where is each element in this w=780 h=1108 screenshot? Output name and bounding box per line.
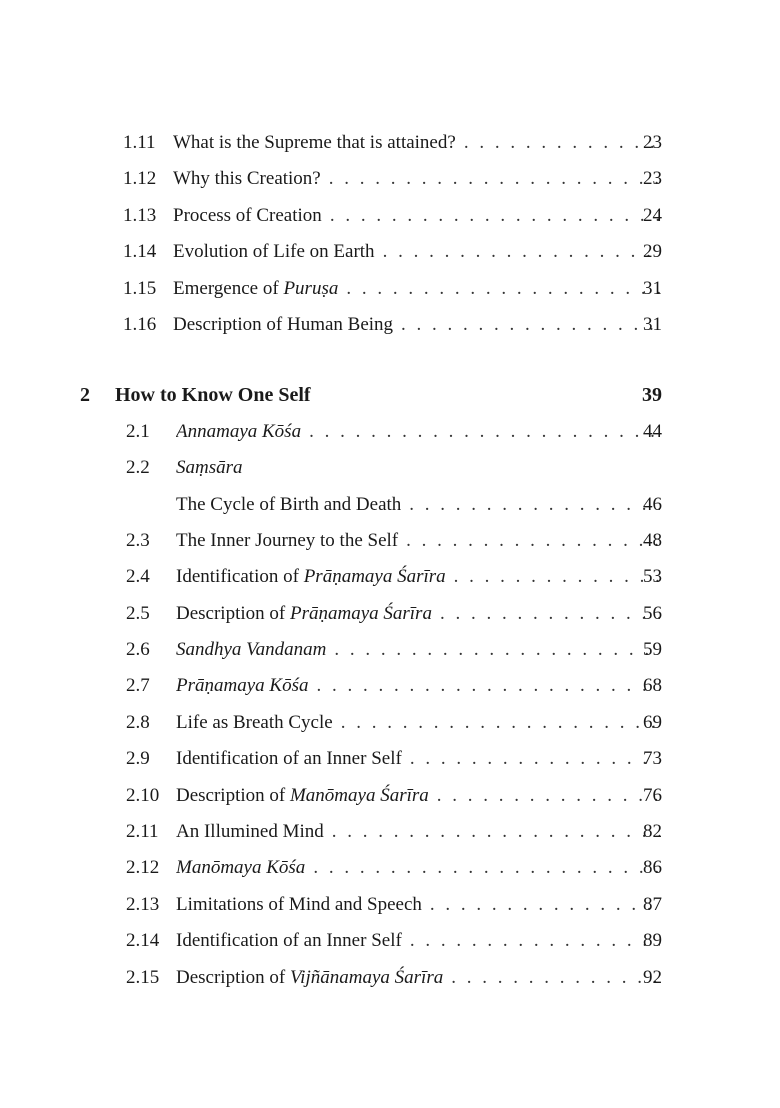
- page-number: 59: [643, 639, 662, 661]
- page-number: 56: [643, 602, 662, 624]
- toc-entry[interactable]: [0, 887, 780, 923]
- section-title: [176, 523, 398, 559]
- page-number: 23: [643, 168, 662, 190]
- section-title: [176, 668, 308, 704]
- section-title-italic: Prāṇamaya Kōśa: [176, 675, 309, 697]
- page-number: 86: [643, 857, 662, 879]
- entry-body: [176, 814, 660, 850]
- page-number: 76: [643, 784, 662, 806]
- dot-leader: [329, 161, 660, 197]
- toc-entry[interactable]: [0, 161, 780, 197]
- page-number: 53: [643, 566, 662, 588]
- section-title: [176, 559, 446, 595]
- entry-body: [176, 596, 660, 632]
- section-list-chapter-1: [0, 125, 780, 343]
- section-title-italic: Manōmaya Śarīra: [289, 784, 429, 806]
- dot-leader: [332, 814, 660, 850]
- entry-body: [176, 523, 660, 559]
- entry-body: [173, 198, 660, 234]
- entry-body: [176, 705, 660, 741]
- section-title-italic: Annamaya Kōśa: [176, 420, 302, 442]
- entry-body: [173, 307, 660, 343]
- entry-body: [173, 271, 660, 307]
- entry-body: [176, 960, 660, 996]
- dot-leader: [346, 271, 660, 307]
- page-number: 31: [643, 313, 662, 335]
- section-title-text: Emergence of: [173, 277, 284, 299]
- toc-entry[interactable]: [0, 198, 780, 234]
- toc-entry[interactable]: [0, 632, 780, 668]
- section-number: 2.3: [126, 529, 150, 551]
- dot-leader: [309, 414, 660, 450]
- section-number: 2.10: [126, 784, 160, 806]
- dot-leader: [334, 632, 660, 668]
- dot-leader: [341, 705, 660, 741]
- section-title-text: Identification of an Inner Self: [176, 930, 402, 952]
- section-number: 2.6: [126, 639, 150, 661]
- section-title: [176, 414, 301, 450]
- section-title-text: Description of: [176, 784, 290, 806]
- section-number: 2.14: [126, 930, 160, 952]
- section-title: [173, 161, 321, 197]
- dot-leader: [451, 960, 660, 996]
- section-title-italic: Puruṣa: [283, 277, 339, 299]
- section-title-italic: Vijñānamaya Śarīra: [289, 966, 444, 988]
- toc-entry[interactable]: [0, 125, 780, 161]
- dot-leader: [410, 923, 660, 959]
- section-title: [176, 741, 402, 777]
- section-title-italic: Prāṇamaya Śarīra: [303, 566, 446, 588]
- section-number: 1.12: [123, 168, 157, 190]
- section-number: 2.13: [126, 893, 160, 915]
- toc-entry[interactable]: [0, 741, 780, 777]
- section-title-italic: Prāṇamaya Śarīra: [289, 602, 432, 624]
- toc-entry[interactable]: [0, 850, 780, 886]
- dot-leader: [383, 234, 660, 270]
- section-number: 2.12: [126, 857, 160, 879]
- dot-leader: [330, 198, 660, 234]
- page-number: 89: [643, 930, 662, 952]
- section-number: 2.9: [126, 748, 150, 770]
- entry-body: [176, 450, 660, 486]
- entry-body: [176, 778, 660, 814]
- table-of-contents: [0, 125, 780, 996]
- section-title-text: What is the Supreme that is attained?: [173, 132, 456, 153]
- section-title: [176, 632, 326, 668]
- section-title: [173, 234, 375, 270]
- section-number: 1.16: [123, 313, 157, 335]
- section-title: [173, 307, 393, 343]
- dot-leader: [437, 778, 660, 814]
- section-title: [176, 850, 305, 886]
- toc-entry[interactable]: [0, 596, 780, 632]
- section-number: 2.5: [126, 602, 150, 624]
- section-number: 1.13: [123, 204, 157, 226]
- page-number: 44: [643, 420, 662, 442]
- entry-body: [173, 125, 660, 161]
- dot-leader: [409, 487, 660, 523]
- section-list-chapter-2: [0, 414, 780, 996]
- section-title: [176, 887, 422, 923]
- page-number: 46: [643, 493, 662, 515]
- section-title-italic: Sandhya Vandanam: [176, 639, 327, 661]
- dot-leader: [430, 887, 660, 923]
- section-title-text: Why this Creation?: [173, 168, 321, 190]
- section-number: 2.7: [126, 675, 150, 697]
- toc-entry[interactable]: [0, 960, 780, 996]
- entry-body: [173, 161, 660, 197]
- section-number: 2.15: [126, 966, 160, 988]
- toc-entry[interactable]: [0, 923, 780, 959]
- page-number: 92: [643, 966, 662, 988]
- section-number: 1.11: [123, 132, 156, 153]
- section-number: 2.4: [126, 566, 150, 588]
- section-title-text: Description of: [176, 966, 290, 988]
- page-number: 48: [643, 529, 662, 551]
- page-number: 82: [643, 821, 662, 843]
- entry-body: [176, 668, 660, 704]
- toc-entry[interactable]: [0, 234, 780, 270]
- page-number: 23: [643, 132, 662, 153]
- toc-entry[interactable]: [0, 307, 780, 343]
- dot-leader: [410, 741, 660, 777]
- toc-entry[interactable]: [0, 705, 780, 741]
- toc-entry[interactable]: [0, 450, 780, 486]
- section-title-text: Description of Human Being: [173, 313, 394, 335]
- entry-body: [176, 414, 660, 450]
- section-title-text: Process of Creation: [173, 204, 322, 226]
- page-number: 69: [643, 711, 662, 733]
- page-number: 31: [643, 277, 662, 299]
- section-title-italic: Manōmaya Kōśa: [176, 857, 306, 879]
- section-title: [176, 960, 443, 996]
- toc-entry[interactable]: [0, 523, 780, 559]
- section-number: 1.14: [123, 241, 157, 263]
- chapter-number: 2: [80, 384, 90, 407]
- entry-body: [173, 234, 660, 270]
- section-number: 1.15: [123, 277, 157, 299]
- dot-leader: [316, 668, 660, 704]
- section-title: [176, 814, 324, 850]
- page-number: 87: [643, 893, 662, 915]
- dot-leader: [401, 307, 660, 343]
- entry-body: [176, 850, 660, 886]
- entry-body: [176, 887, 660, 923]
- dot-leader: [440, 596, 660, 632]
- toc-entry-continuation[interactable]: [0, 487, 780, 523]
- entry-body: [176, 559, 660, 595]
- toc-entry[interactable]: [0, 414, 780, 450]
- entry-body: [176, 632, 660, 668]
- section-title: [173, 198, 322, 234]
- entry-body: [176, 741, 660, 777]
- section-title-text: Identification of an Inner Self: [176, 748, 402, 770]
- section-title: [173, 125, 456, 161]
- page-number: 73: [643, 748, 662, 770]
- section-title-text: Evolution of Life on Earth: [173, 241, 375, 263]
- section-number: 2.2: [126, 457, 150, 479]
- section-title-text: The Inner Journey to the Self: [176, 529, 399, 551]
- entry-body: [176, 487, 660, 523]
- section-title: [176, 923, 402, 959]
- toc-entry[interactable]: [0, 559, 780, 595]
- page-number: 29: [643, 241, 662, 263]
- chapter-page-number: 39: [642, 384, 662, 407]
- section-title: [176, 596, 432, 632]
- dot-leader: [454, 559, 660, 595]
- section-title-text: Identification of: [176, 566, 304, 588]
- toc-entry[interactable]: [0, 668, 780, 704]
- section-title: [176, 705, 333, 741]
- page-number: 24: [643, 204, 662, 226]
- section-title-continuation: The Cycle of Birth and Death: [176, 493, 402, 515]
- section-title: [176, 778, 429, 814]
- chapter-title: How to Know One Self: [115, 384, 311, 407]
- dot-leader: [313, 850, 660, 886]
- toc-entry[interactable]: [0, 814, 780, 850]
- section-title-italic: Saṃsāra: [176, 457, 243, 479]
- section-title: [176, 450, 243, 486]
- section-title-text: Description of: [176, 602, 290, 624]
- section-title: [173, 271, 338, 307]
- section-number: 2.1: [126, 420, 150, 442]
- section-title-text: Life as Breath Cycle: [176, 711, 333, 733]
- page-number: 68: [643, 675, 662, 697]
- section-number: 2.11: [126, 821, 159, 843]
- toc-entry[interactable]: [0, 778, 780, 814]
- section-number: 2.8: [126, 711, 150, 733]
- section-title-text: An Illumined Mind: [176, 821, 324, 843]
- dot-leader: [406, 523, 660, 559]
- dot-leader: [464, 125, 660, 161]
- entry-body: [176, 923, 660, 959]
- toc-entry[interactable]: [0, 271, 780, 307]
- chapter-heading[interactable]: [0, 377, 780, 413]
- section-title-text: Limitations of Mind and Speech: [176, 893, 422, 915]
